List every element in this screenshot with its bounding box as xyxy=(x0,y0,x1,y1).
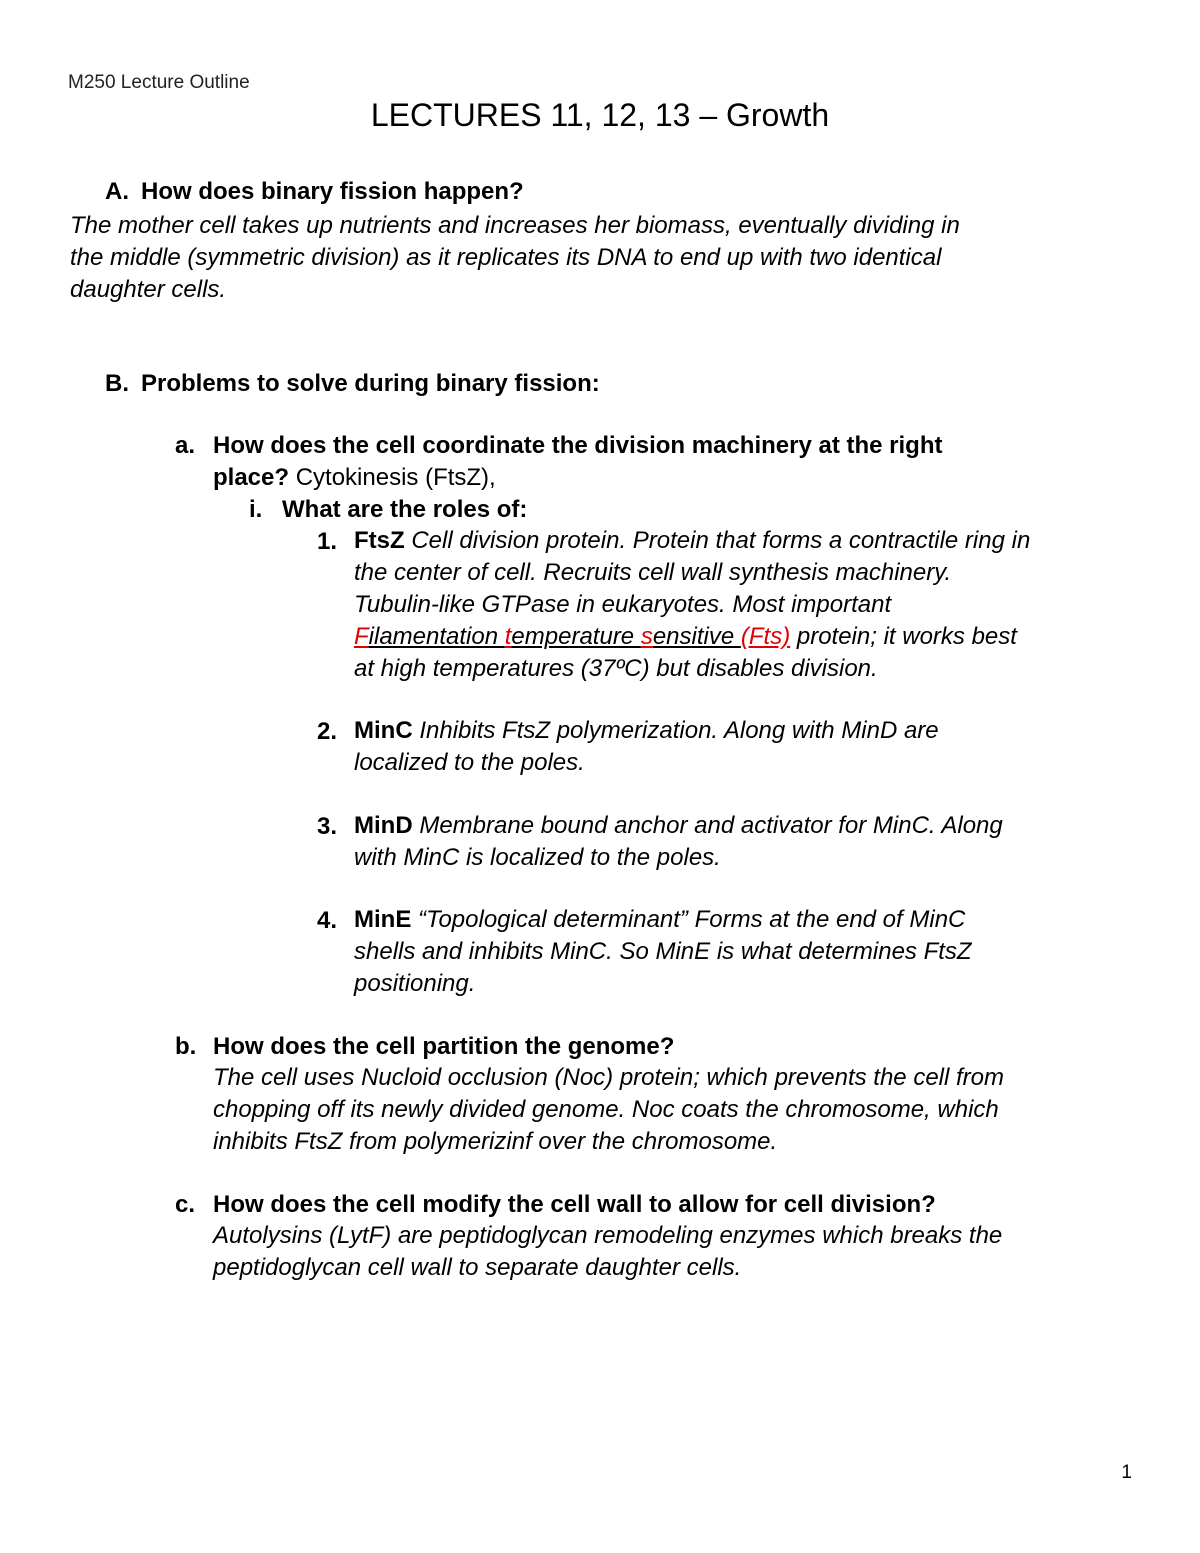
running-header: M250 Lecture Outline xyxy=(68,72,250,93)
roles-heading: What are the roles of: xyxy=(282,496,528,523)
question-a-place: place? xyxy=(213,464,290,491)
item-2-num: 2. xyxy=(317,718,338,745)
item-mine: MinE “Topological determinant” Forms at the end of MinC shells and inhibits MinC. So MinE is what determines FtsZ positioning. xyxy=(354,906,972,997)
section-a-answer xyxy=(70,210,960,306)
fts-acronym-line: Filamentation temperature sensitive (Fts) protein; it works best xyxy=(354,623,1017,650)
answer-line: the middle (symmetric division) as it replicates its DNA to end up with two identical xyxy=(70,244,942,271)
answer-line: Autolysins (LytF) are peptidoglycan remodeling enzymes which breaks the xyxy=(213,1222,1003,1249)
question-a-cytokinesis: Cytokinesis (FtsZ), xyxy=(289,464,496,491)
fts-abbreviation: (Fts) xyxy=(740,623,791,650)
item-ftsz: FtsZ Cell division protein. Protein that forms a contractile ring in the center of cell. Recruits cell wall synthesis machinery. Tubulin-like GTPase in eukaryotes. Most important Filamentation temperature sensitive (Fts) protein; it works best at high temperatures (37ºC) but disables division. xyxy=(354,527,1031,682)
question-c-label: c. xyxy=(175,1191,196,1218)
question-b-answer xyxy=(213,1062,1004,1158)
question-c-heading: How does the cell modify the cell wall to allow for cell division? xyxy=(213,1191,936,1218)
item-1-num: 1. xyxy=(317,528,338,555)
item-4-num: 4. xyxy=(317,907,338,934)
answer-line: inhibits FtsZ from polymerizinf over the chromosome. xyxy=(213,1128,778,1155)
page-title: LECTURES 11, 12, 13 – Growth xyxy=(370,97,830,133)
section-b-label: B. xyxy=(105,370,129,397)
question-c-answer xyxy=(213,1220,1002,1284)
question-a-line2 xyxy=(213,464,496,492)
item-mine-name: MinE xyxy=(354,906,412,933)
item-3-num: 3. xyxy=(317,813,338,840)
answer-line: peptidoglycan cell wall to separate daughter cells. xyxy=(213,1254,742,1281)
question-b-heading: How does the cell partition the genome? xyxy=(213,1033,675,1060)
item-ftsz-name: FtsZ xyxy=(354,527,405,554)
item-minc: MinC Inhibits FtsZ polymerization. Along with MinD are localized to the poles. xyxy=(354,717,939,776)
answer-line: The mother cell takes up nutrients and increases her biomass, eventually dividing in xyxy=(70,212,960,239)
item-mind: MinD Membrane bound anchor and activator for MinC. Along with MinC is localized to the poles. xyxy=(354,812,1003,871)
item-mind-name: MinD xyxy=(354,812,413,839)
question-b-label: b. xyxy=(175,1033,197,1060)
section-a-label: A. xyxy=(105,178,129,205)
answer-line: The cell uses Nucloid occlusion (Noc) protein; which prevents the cell from xyxy=(213,1064,1005,1091)
roles-label: i. xyxy=(249,496,263,523)
section-a-heading: How does binary fission happen? xyxy=(141,178,524,205)
section-b-heading: Problems to solve during binary fission: xyxy=(141,370,600,397)
answer-line: daughter cells. xyxy=(70,276,227,303)
answer-line: chopping off its newly divided genome. Noc coats the chromosome, which xyxy=(213,1096,999,1123)
page-number: 1 xyxy=(1121,1462,1132,1483)
question-a-label: a. xyxy=(175,432,196,459)
question-a-line1: How does the cell coordinate the division machinery at the right xyxy=(213,432,943,459)
item-minc-name: MinC xyxy=(354,717,413,744)
